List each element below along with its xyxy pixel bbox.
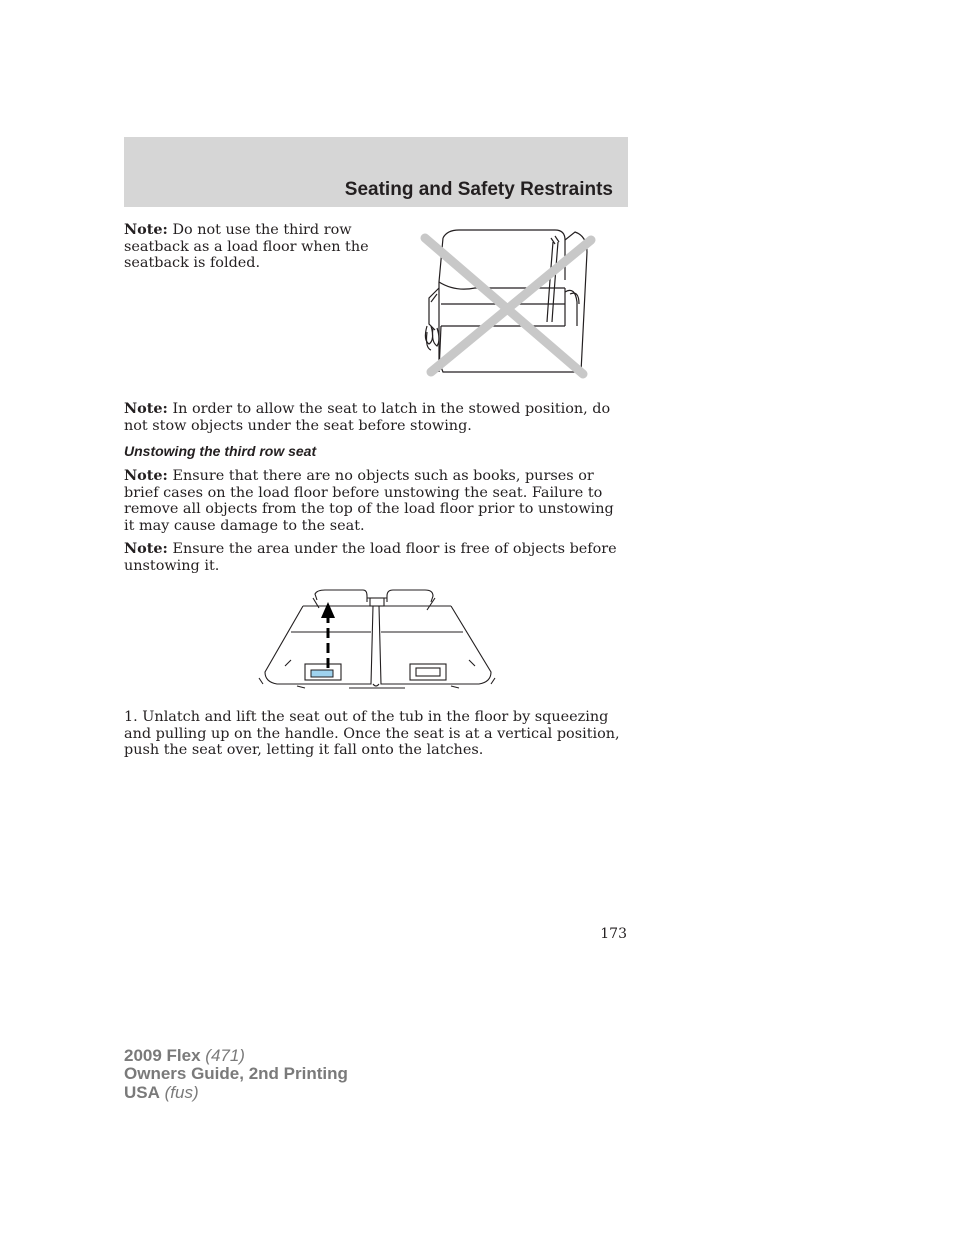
note-label: Note:: [124, 467, 168, 484]
note-text: In order to allow the seat to latch in the stowed position, do not stow objects under the seat before stowing.: [124, 401, 611, 434]
cross-mark: [425, 238, 591, 374]
note-label: Note:: [124, 400, 168, 417]
note-load-floor: [124, 222, 369, 272]
handle-highlight: [311, 670, 333, 677]
note-label: Note:: [124, 540, 168, 557]
lift-arrow-icon: [321, 602, 335, 668]
page-number: 173: [600, 926, 627, 942]
folded-seat-illustration: [415, 222, 600, 380]
note-stow-objects: [124, 401, 624, 434]
subsection-heading: Unstowing the third row seat: [124, 443, 317, 459]
note-text: Do not use the third row seatback as a load floor when the seatback is folded.: [124, 222, 369, 272]
step-1-instructions: 1. Unlatch and lift the seat out of the tub in the floor by squeezing and pulling up on the handle. Once the seat is at a vertical position, push the seat over, letting it fall onto the latches.: [124, 709, 620, 759]
load-floor-illustration: [255, 588, 500, 693]
section-title: Seating and Safety Restraints: [344, 179, 613, 200]
note-text: Ensure the area under the load floor is free of objects before unstowing it.: [124, 541, 617, 574]
footer-market-code: (fus): [159, 1082, 199, 1102]
footer-market: USA: [124, 1082, 160, 1102]
footer-guide-edition: Owners Guide, 2nd Printing: [124, 1064, 348, 1084]
document-footer: [124, 1047, 348, 1102]
section-header-band: [124, 137, 628, 207]
note-area-under-floor: [124, 541, 619, 574]
note-label: Note:: [124, 221, 168, 238]
footer-model: 2009 Flex: [124, 1046, 201, 1065]
note-load-floor-objects: [124, 468, 619, 534]
note-text: Ensure that there are no objects such as books, purses or brief cases on the load floor before unstowing the seat. Failure to remove all objects from the top of the load floor prior to unstowing it may cause damage to the seat.: [124, 468, 614, 534]
footer-model-code: (471): [200, 1046, 245, 1065]
